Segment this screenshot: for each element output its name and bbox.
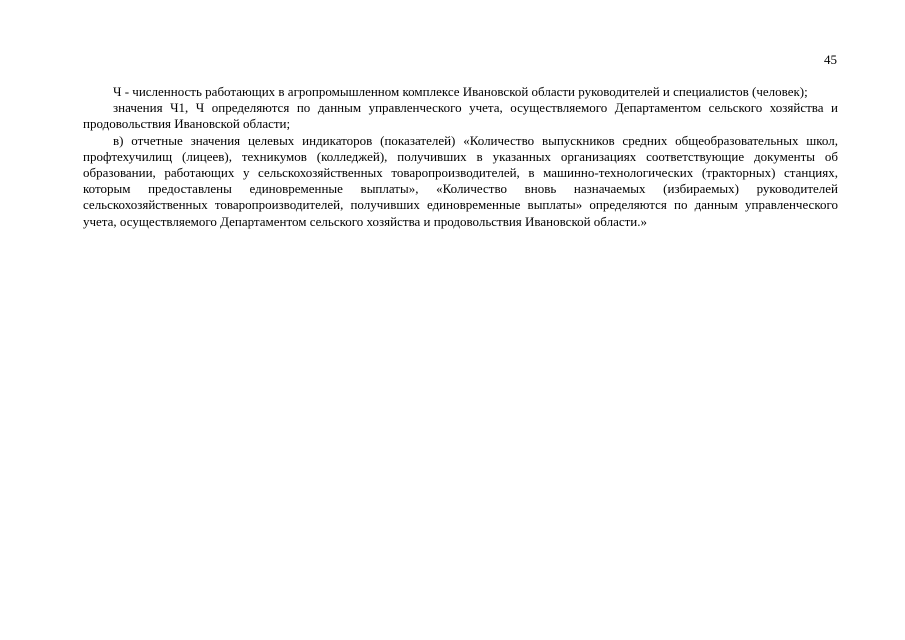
document-body xyxy=(83,84,838,230)
paragraph-indicators: в) отчетные значения целевых индикаторов (показателей) «Количество выпускников средних общеобразовательных школ, профтехучилищ (лицеев), техникумов (колледжей), получивших в указанных организациях соответствующие документы об образовании, работающих у сельскохозяйственных товаропроизводителей, в машинно-технологических (тракторных) станциях, которым предоставлены единовременные выплаты», «Количество вновь назначаемых (избираемых) руководителей сельскохозяйственных товаропроизводителей, получивших единовременные выплаты» определяются по данным управленческого учета, осуществляемого Департаментом сельского хозяйства и продовольствия Ивановской области.» xyxy=(83,132,838,229)
paragraph-definition-ch: Ч - численность работающих в агропромышленном комплексе Ивановской области руководителей и специалистов (человек); xyxy=(113,84,808,99)
paragraph-values-source: значения Ч1, Ч определяются по данным управленческого учета, осуществляемого Департаментом сельского хозяйства и продовольствия Ивановской области; xyxy=(83,100,838,132)
page-number: 45 xyxy=(824,52,837,67)
